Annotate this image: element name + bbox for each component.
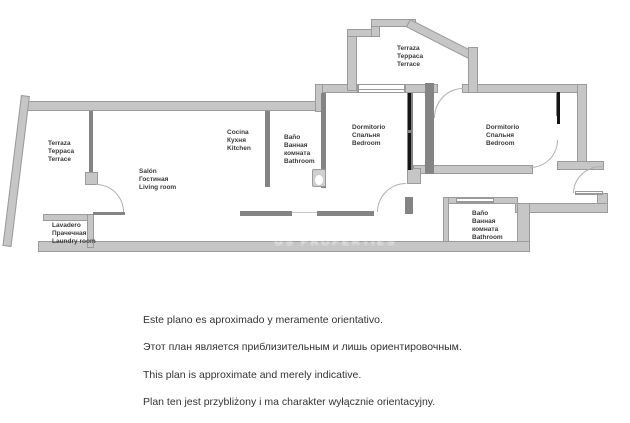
door-arc (434, 88, 463, 118)
disclaimer-es: Este plano es aproximado y meramente orientativo. (143, 314, 383, 326)
agency-watermark: GS PROPERTIES (274, 236, 397, 248)
door-arc (530, 140, 558, 168)
wall (405, 197, 413, 214)
wall (317, 211, 374, 216)
wall (265, 111, 270, 187)
wall (43, 214, 93, 221)
door-arc (96, 184, 124, 212)
room-label-living-room: Salón Гостиная Living room (139, 168, 177, 191)
wall (462, 84, 586, 93)
disclaimer-en: This plan is approximate and merely indicative. (143, 369, 362, 381)
window (358, 84, 405, 93)
room-label-bathroom-2: Baño Ванная комната Bathroom (472, 210, 503, 241)
room-label-terrace-top: Terraza Терраса Terrace (397, 45, 424, 68)
door-threshold (292, 212, 317, 213)
room-label-kitchen: Cocina Кухня Kitchen (227, 129, 251, 152)
wall (577, 84, 587, 162)
wall-slanted (2, 95, 29, 247)
disclaimer-pl: Plan ten jest przybliżony i ma charakter wyłącznie orientacyjny. (143, 396, 436, 408)
room-label-terrace-left: Terraza Терраса Terrace (48, 140, 75, 163)
room-label-laundry-room: Lavadero Прачечная Laundry room (52, 222, 96, 245)
door-arc (377, 183, 406, 212)
wall (425, 83, 434, 174)
disclaimer-ru: Этот план является приблизительным и лишь ориентировочным. (143, 341, 462, 353)
wall (347, 29, 357, 91)
room-label-bathroom-1: Baño Ванная комната Bathroom (284, 134, 315, 165)
wall (468, 47, 478, 93)
room-label-bedroom-2: Dormitorio Спальня Bedroom (486, 124, 520, 147)
door-leaf (408, 93, 411, 130)
door-arc (573, 166, 602, 193)
wall (89, 111, 93, 172)
toilet-icon (312, 169, 326, 187)
wall (21, 101, 323, 111)
window (456, 198, 494, 203)
door-leaf (408, 133, 411, 170)
door-threshold (93, 212, 125, 215)
room-label-bedroom-1: Dormitorio Спальня Bedroom (352, 124, 386, 147)
door-leaf (557, 92, 560, 124)
wall (240, 211, 292, 216)
wall (407, 168, 421, 184)
